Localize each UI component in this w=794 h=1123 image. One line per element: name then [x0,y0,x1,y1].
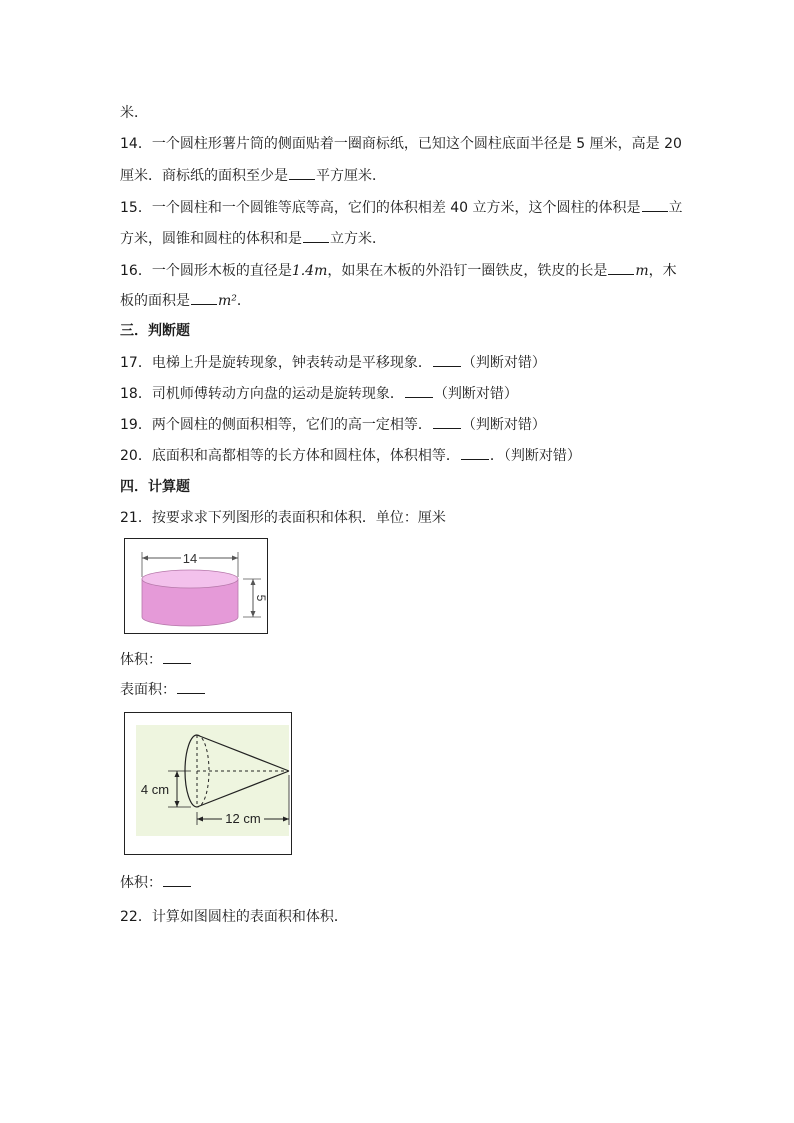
answer-blank[interactable] [191,291,217,305]
arrow-left [142,556,148,561]
question-15-line1: 15．一个圆柱和一个圆锥等底等高，它们的体积相差 40 立方米，这个圆柱的体积是 立 [120,200,683,216]
section-calculation-heading: 四．计算题 [120,479,190,495]
question-16-line2: 板的面积是 m²． [120,293,251,309]
answer-blank[interactable] [405,384,433,398]
answer-blank[interactable] [642,198,668,212]
question-16-line1: 16．一个圆形木板的直径是1.4m，如果在木板的外沿钉一圈铁皮，铁皮的长是 m，木 [120,263,677,279]
answer-volume-2: 体积： [120,873,192,892]
question-14-line1: 14．一个圆柱形薯片筒的侧面贴着一圈商标纸，已知这个圆柱底面半径是 5 厘米，高是 20 [120,136,682,152]
cylinder-drawing [125,539,267,633]
answer-surface-area-1: 表面积： [120,680,206,699]
answer-blank[interactable] [433,353,461,367]
answer-blank[interactable] [303,229,329,243]
answer-blank[interactable] [461,446,489,460]
radius-label: 4 cm [140,782,170,797]
cylinder-top-face [142,570,238,588]
question-15-line2: 方米，圆锥和圆柱的体积和是 立方米． [120,231,386,247]
question-18: 18．司机师傅转动方向盘的运动是旋转现象． （判断对错） [120,386,518,402]
answer-blank[interactable] [608,261,634,275]
answer-blank[interactable] [433,415,461,429]
cone-drawing [125,713,291,854]
question-17: 17．电梯上升是旋转现象，钟表转动是平移现象． （判断对错） [120,355,546,371]
question-20: 20．底面积和高都相等的长方体和圆柱体，体积相等． ．（判断对错） [120,448,581,464]
cone-figure [124,712,292,855]
answer-blank[interactable] [177,680,205,694]
arrow-down [251,611,256,617]
arrow-right [232,556,238,561]
arrow-up [251,579,256,585]
question-14-line2: 厘米．商标纸的面积至少是 平方厘米． [120,168,386,184]
line-continuation: 米． [120,105,148,121]
height-label: 5 [254,594,267,602]
answer-blank[interactable] [289,166,315,180]
section-judgement-heading: 三．判断题 [120,323,190,339]
answer-volume-1: 体积： [120,650,192,669]
cylinder-figure [124,538,268,634]
question-19: 19．两个圆柱的侧面积相等，它们的高一定相等． （判断对错） [120,417,546,433]
answer-blank[interactable] [163,873,191,887]
diameter-label: 14 [182,551,198,566]
answer-blank[interactable] [163,650,191,664]
question-22: 22．计算如图圆柱的表面积和体积． [120,909,348,925]
question-21: 21．按要求求下列图形的表面积和体积．单位：厘米 [120,510,446,526]
height-label: 12 cm [225,811,261,826]
